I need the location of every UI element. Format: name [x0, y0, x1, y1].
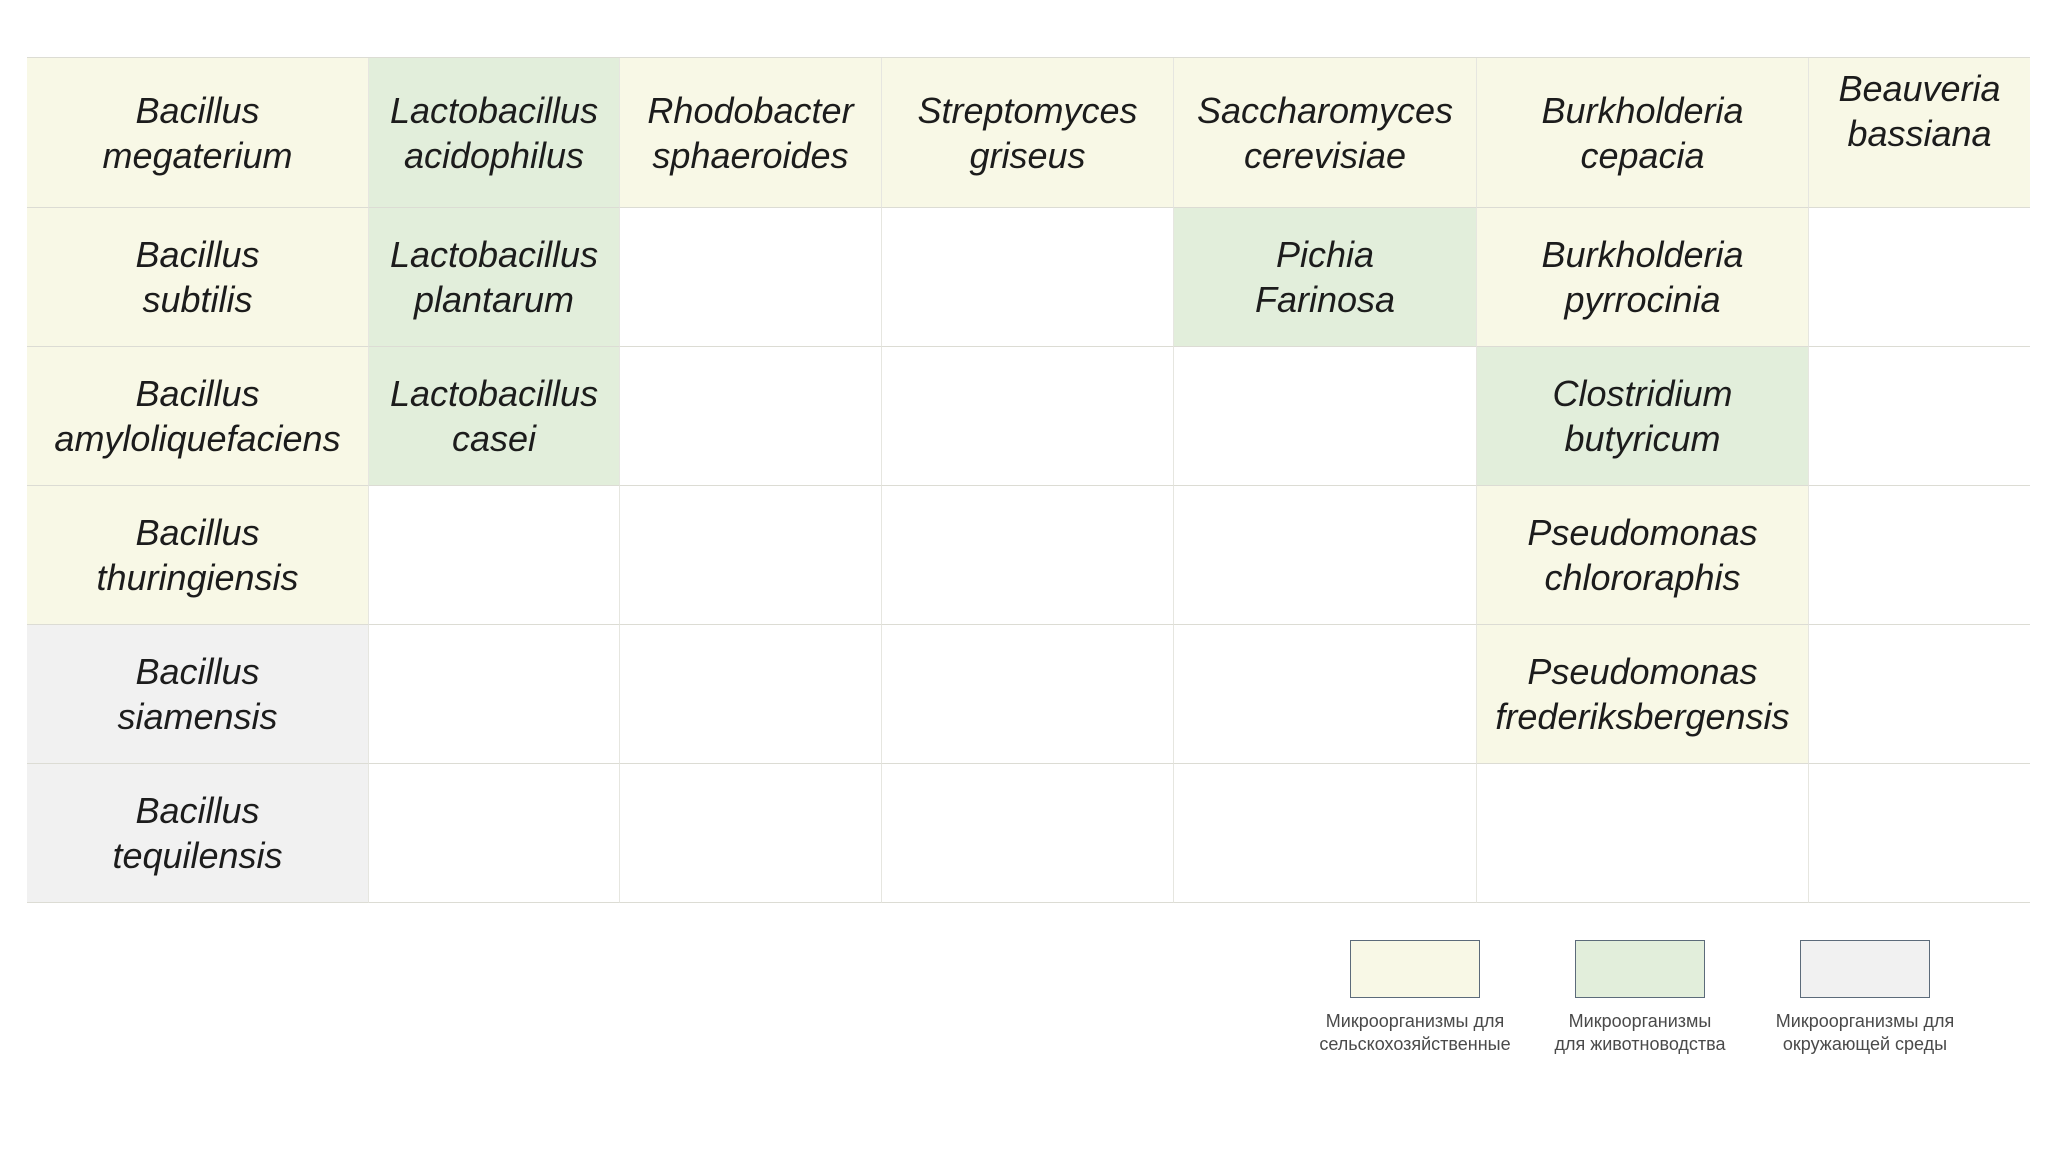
empty-cell: [620, 625, 882, 764]
table-cell: Lactobacillus plantarum: [369, 208, 620, 347]
empty-cell: [1174, 625, 1477, 764]
empty-cell: [1174, 486, 1477, 625]
table-cell: Rhodobacter sphaeroides: [620, 58, 882, 208]
table-cell: Bacillus megaterium: [27, 58, 369, 208]
table-cell: Lactobacillus casei: [369, 347, 620, 486]
empty-cell: [620, 208, 882, 347]
table-cell: Bacillus subtilis: [27, 208, 369, 347]
empty-cell: [1174, 347, 1477, 486]
table-cell: Bacillus thuringiensis: [27, 486, 369, 625]
legend-label-environment: Микроорганизмы для окружающей среды: [1775, 1011, 1955, 1054]
empty-cell: [1174, 764, 1477, 903]
empty-cell: [369, 764, 620, 903]
table-cell: Burkholderia pyrrocinia: [1477, 208, 1809, 347]
table-cell: Pseudomonas chlororaphis: [1477, 486, 1809, 625]
empty-cell: [1809, 208, 2030, 347]
empty-cell: [369, 486, 620, 625]
empty-cell: [1809, 347, 2030, 486]
empty-cell: [1809, 625, 2030, 764]
table-cell: Bacillus tequilensis: [27, 764, 369, 903]
empty-cell: [882, 347, 1174, 486]
empty-cell: [882, 764, 1174, 903]
table-cell: Lactobacillus acidophilus: [369, 58, 620, 208]
legend-label-livestock: Микроорганизмы для животноводства: [1554, 1011, 1726, 1054]
table-cell: Pichia Farinosa: [1174, 208, 1477, 347]
legend-item-environment: [1750, 940, 1980, 1056]
table-cell: Clostridium butyricum: [1477, 347, 1809, 486]
table-cell: Burkholderia cepacia: [1477, 58, 1809, 208]
empty-cell: [1809, 486, 2030, 625]
table-cell: Streptomyces griseus: [882, 58, 1174, 208]
empty-cell: [620, 764, 882, 903]
microorganism-table: [27, 57, 2030, 903]
table-cell: Saccharomyces cerevisiae: [1174, 58, 1477, 208]
table-cell: Beauveria bassiana: [1809, 58, 2030, 208]
empty-cell: [620, 486, 882, 625]
empty-cell: [882, 486, 1174, 625]
legend-item-agriculture: [1300, 940, 1530, 1056]
empty-cell: [369, 625, 620, 764]
empty-cell: [882, 208, 1174, 347]
empty-cell: [1809, 764, 2030, 903]
legend-item-livestock: [1525, 940, 1755, 1056]
empty-cell: [1477, 764, 1809, 903]
table-cell: Pseudomonas frederiksbergensis: [1477, 625, 1809, 764]
empty-cell: [882, 625, 1174, 764]
legend-label-agriculture: Микроорганизмы для сельскохозяйственные: [1319, 1011, 1511, 1054]
legend-swatch-livestock: [1575, 940, 1705, 998]
legend-swatch-agriculture: [1350, 940, 1480, 998]
legend-swatch-environment: [1800, 940, 1930, 998]
table-cell: Bacillus amyloliquefaciens: [27, 347, 369, 486]
empty-cell: [620, 347, 882, 486]
table-cell: Bacillus siamensis: [27, 625, 369, 764]
